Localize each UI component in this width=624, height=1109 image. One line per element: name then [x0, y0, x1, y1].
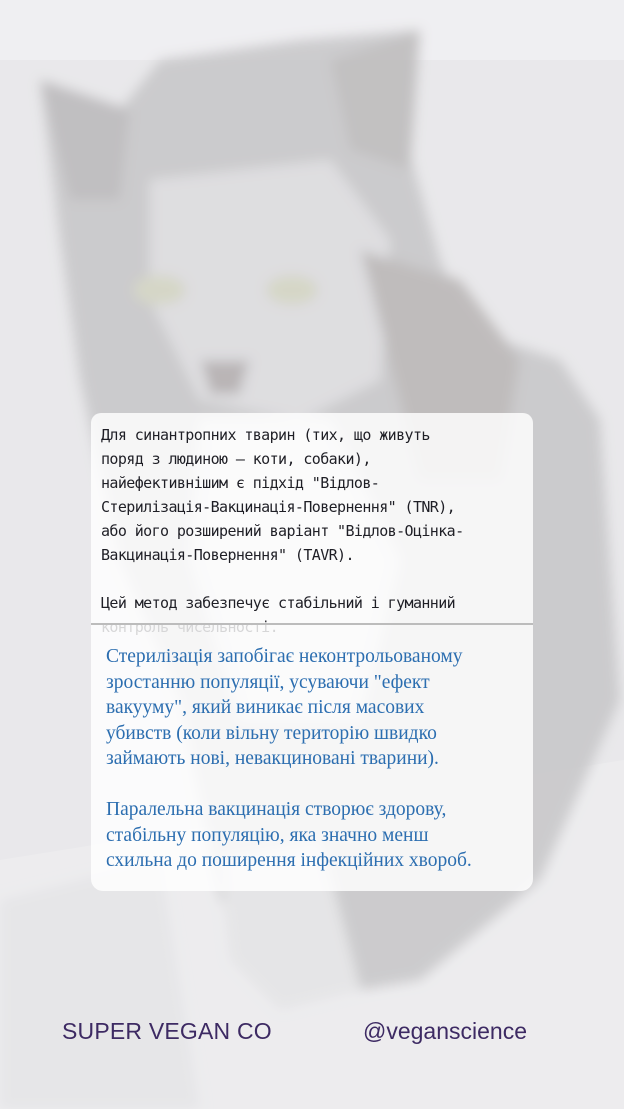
text-line: Цей метод забезпечує стабільний і гуманний [101, 594, 456, 612]
sterilization-paragraph [106, 644, 519, 772]
text-line: Стерилізація-Вакцинація-Повернення" (TNR), [101, 498, 456, 516]
text-line: найефективнішим є підхід "Відлов- [101, 474, 380, 492]
vaccination-paragraph [106, 797, 519, 874]
text-line: Стерилізація запобігає неконтрольованому [106, 646, 463, 667]
brand-name: SUPER VEGAN CO [62, 1018, 272, 1044]
text-line: стабільну популяцію, яка значно менш [106, 824, 429, 846]
text-line: схильна до поширення інфекційних хвороб. [106, 850, 472, 871]
social-handle: @veganscience [363, 1018, 527, 1044]
intro-text-card [91, 413, 533, 623]
text-line: зростанню популяції, усуваючи "ефект [106, 671, 430, 693]
text-line: Паралельна вакцинація створює здорову, [106, 799, 447, 820]
intro-paragraph [101, 423, 523, 567]
text-line: поряд з людиною — коти, собаки), [101, 450, 371, 468]
text-line: Вакцинація-Повернення" (TAVR). [101, 546, 354, 564]
text-line: займають нові, невакциновані тварини). [106, 748, 439, 769]
text-line: Для синантропних тварин (тих, що живуть [101, 426, 430, 444]
details-text-card [91, 625, 533, 891]
text-line: вакууму", який виникає після масових [106, 697, 425, 718]
text-line: убивств (коли вільну територію швидко [106, 722, 437, 744]
text-line: або його розширений варіант "Відлов-Оцінка- [101, 522, 464, 540]
